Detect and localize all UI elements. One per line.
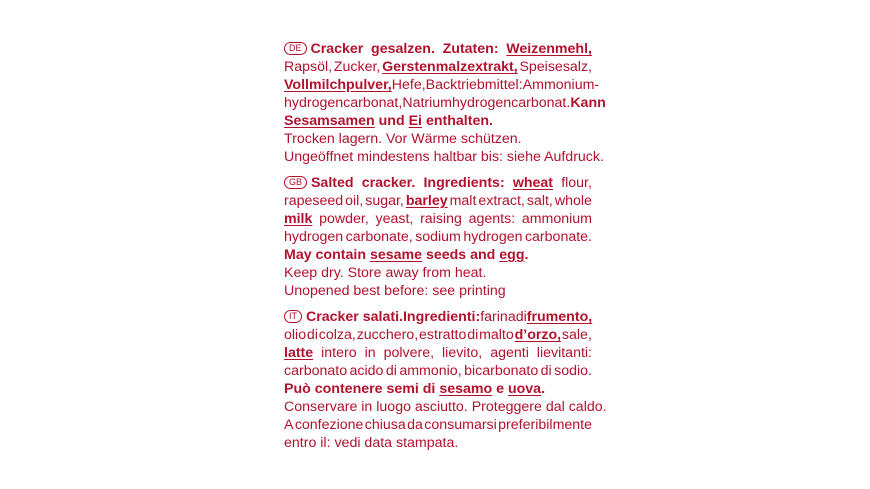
text: malto: [479, 327, 514, 343]
de-line-1: [284, 40, 592, 58]
text: ammonium: [521, 211, 592, 227]
text: Hefe,: [391, 77, 426, 93]
text: agenti: [490, 345, 529, 361]
text: seeds and: [422, 247, 500, 263]
it-best-before-1: [284, 416, 592, 434]
text: .: [541, 381, 546, 397]
text: confezione: [294, 417, 364, 433]
text: extract,: [478, 193, 525, 209]
text: hydrogen: [284, 229, 344, 245]
section-gb: [284, 174, 592, 300]
text: A: [284, 417, 294, 433]
allergen: Ei: [408, 113, 422, 129]
text: consumarsi: [424, 417, 497, 433]
allergen: Vollmilchpulver,: [284, 77, 392, 93]
text: yeast,: [375, 211, 414, 227]
text: in: [364, 345, 376, 361]
text: sale,: [561, 327, 592, 343]
de-line-4: [284, 94, 606, 112]
section-it: [284, 308, 607, 452]
text: Cracker: [310, 41, 364, 57]
de-line-3: [284, 76, 600, 94]
text: sodium: [415, 229, 461, 245]
text: intero: [321, 345, 357, 361]
text: di: [540, 363, 552, 379]
gb-storage: Keep dry. Store away from heat.: [284, 265, 487, 281]
text: Salted: [310, 175, 354, 191]
allergen: frumento,: [526, 309, 593, 325]
de-best-before: Ungeöffnet mindestens haltbar bis: siehe Aufdruck.: [284, 149, 604, 165]
allergen: barley: [405, 193, 448, 209]
allergen: uova: [507, 381, 542, 397]
text: cracker.: [361, 175, 416, 191]
allergen: wheat: [512, 175, 554, 191]
it-line-5: [284, 380, 592, 398]
text: lievitanti:: [536, 345, 592, 361]
gb-line-1: [284, 174, 592, 192]
language-badge-de: DE: [284, 42, 307, 55]
text: Ingredienti:: [402, 309, 481, 325]
allergen: latte: [284, 345, 314, 361]
text: .: [524, 247, 529, 263]
de-storage: Trocken lagern. Vor Wärme schützen.: [284, 131, 522, 147]
it-best-before-2: entro il: vedi data stampata.: [284, 435, 459, 451]
allergen: Gerstenmalzextrakt,: [382, 59, 518, 75]
text: polvere,: [383, 345, 435, 361]
text: agents:: [468, 211, 516, 227]
text: bicarbonato: [464, 363, 539, 379]
text: enthalten.: [422, 113, 493, 129]
text: malt: [449, 193, 477, 209]
it-storage: Conservare in luogo asciutto. Proteggere dal caldo.: [284, 399, 607, 415]
gb-line-4: [284, 228, 592, 246]
text: colza,: [318, 327, 356, 343]
text: Backtriebmittel:: [425, 77, 523, 93]
allergen: d’orzo,: [514, 327, 562, 343]
text: chiusa: [364, 417, 406, 433]
allergen: sesamo: [439, 381, 493, 397]
text: sugar,: [365, 193, 404, 209]
it-line-3: [284, 344, 592, 362]
section-de: [284, 40, 606, 166]
text: di: [385, 363, 397, 379]
text: preferibilmente: [498, 417, 592, 433]
text: Speisesalz,: [519, 59, 592, 75]
text: Può contenere semi di: [284, 381, 440, 397]
text: raising: [420, 211, 462, 227]
text: di: [467, 327, 479, 343]
language-badge-gb: GB: [284, 176, 307, 189]
allergen: Sesamsamen: [284, 113, 375, 129]
text: acido: [349, 363, 384, 379]
text: estratto: [419, 327, 467, 343]
text: olio: [284, 327, 307, 343]
text: hydrogen: [463, 229, 523, 245]
text: carbonate,: [345, 229, 413, 245]
text: und: [374, 113, 409, 129]
text: farina: [480, 309, 516, 325]
text: flour,: [561, 175, 592, 191]
allergen: sesame: [369, 247, 423, 263]
text: di: [306, 327, 318, 343]
it-line-2: [284, 326, 592, 344]
text: carbonato: [284, 363, 348, 379]
text: Natriumhydrogencarbonat.: [402, 95, 571, 111]
text: Ingredients:: [423, 175, 505, 191]
text: hydrogencarbonat,: [284, 95, 403, 111]
text: oil,: [345, 193, 364, 209]
text: sodio.: [554, 363, 592, 379]
text: Zutaten:: [442, 41, 499, 57]
text: ammonio,: [399, 363, 462, 379]
text: lievito,: [442, 345, 483, 361]
ingredients-label: [284, 40, 607, 460]
text: May contain: [284, 247, 370, 263]
text: Ammonium-: [522, 77, 600, 93]
gb-line-3: [284, 210, 592, 228]
language-badge-it: IT: [284, 310, 302, 323]
de-line-5: [284, 112, 592, 130]
text: da: [407, 417, 423, 433]
text: salt,: [526, 193, 553, 209]
de-line-2: [284, 58, 592, 76]
text: di: [515, 309, 527, 325]
text: e: [492, 381, 508, 397]
gb-best-before: Unopened best before: see printing: [284, 283, 506, 299]
text: carbonate.: [524, 229, 592, 245]
text: zucchero,: [356, 327, 419, 343]
text: Cracker salati.: [305, 309, 403, 325]
it-line-4: [284, 362, 592, 380]
text: powder,: [319, 211, 369, 227]
gb-line-5: [284, 246, 592, 264]
text: whole: [554, 193, 592, 209]
gb-line-2: [284, 192, 592, 210]
allergen: milk: [284, 211, 313, 227]
it-line-1: [284, 308, 592, 326]
text: Rapsöl,: [284, 59, 333, 75]
allergen: egg: [499, 247, 525, 263]
text: gesalzen.: [371, 41, 435, 57]
text: rapeseed: [284, 193, 344, 209]
text: Kann: [570, 95, 606, 111]
text: Zucker,: [333, 59, 381, 75]
allergen: Weizenmehl,: [506, 41, 592, 57]
